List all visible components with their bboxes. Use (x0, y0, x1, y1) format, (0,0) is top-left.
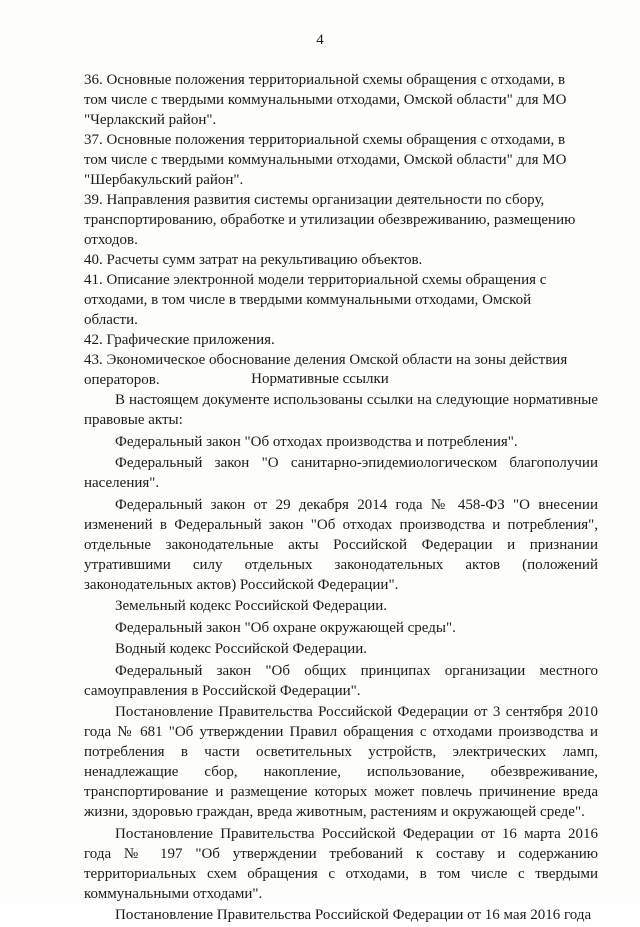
list-item: 42. Графические приложения. (84, 332, 275, 348)
contents-list (84, 70, 579, 390)
reference-paragraph: Постановление Правительства Российской Федерации от 3 сентября 2010 года № 681 "Об утверждении Правил обращения с отходами производства и потребления в части осветительных устройств, электрических ламп, ненадлежащие сбор, накопление, использование, обезвреживание, транспортирование и размещение которых может повлечь причинение вреда жизни, здоровью граждан, вреда животным, растениям и окружающей среде". (84, 704, 598, 820)
reference-paragraph: Федеральный закон "Об общих принципах организации местного самоуправления в Российской Федерации". (84, 662, 598, 699)
reference-paragraph: Водный кодекс Российской Федерации. (115, 641, 368, 657)
reference-paragraph: Федеральный закон "Об охране окружающей среды". (115, 619, 456, 636)
list-item: 36. Основные положения территориальной схемы обращения с отходами, в том числе с твердыми коммунальными отходами, Омской области" для МО "Черлакский район". (84, 72, 567, 128)
reference-paragraph: Земельный кодекс Российской Федерации. (115, 598, 387, 614)
section-title: Нормативные ссылки (251, 371, 389, 387)
list-item: 37. Основные положения территориальной схемы обращения с отходами, в том числе с твердыми коммунальными отходами, Омской области" для МО "Шербакульский район". (84, 132, 567, 188)
list-item: 40. Расчеты сумм затрат на рекультивацию объектов. (84, 252, 423, 268)
reference-paragraph: Федеральный закон от 29 декабря 2014 года № 458-ФЗ "О внесении изменений в Федеральный закон "Об отходах производства и потребления", отдельные законодательные акты Российской Федерации и признании утратившими силу отдельных законодательных актов (положений законодательных актов) Российской Федерации". (84, 496, 598, 593)
reference-paragraph: Федеральный закон "Об отходах производства и потребления". (115, 433, 518, 450)
reference-paragraph: Постановление Правительства Российской Федерации от 16 мая 2016 года (115, 907, 592, 923)
list-item: 39. Направления развития системы организации деятельности по сбору, транспортированию, обработке и утилизации обезвреживанию, размещению отходов. (84, 192, 576, 248)
reference-paragraph: В настоящем документе использованы ссылки на следующие нормативные правовые акты: (84, 392, 598, 428)
reference-paragraph: Федеральный закон "О санитарно-эпидемиологическом благополучии населения". (84, 455, 598, 491)
list-item: 41. Описание электронной модели территориальной схемы обращения с отходами, в том числе в твердыми коммунальными отходами, Омской области. (84, 272, 547, 328)
page-number: 4 (316, 32, 324, 48)
list-item: 43. Экономическое обоснование деления Омской области на зоны действия операторов. (84, 352, 568, 388)
reference-paragraph: Постановление Правительства Российской Федерации от 16 марта 2016 года № 197 "Об утверждении требований к составу и содержанию территориальных схем обращения с отходами, в том числе с твердыми коммунальными отходами". (84, 825, 598, 902)
references-section (84, 390, 598, 927)
